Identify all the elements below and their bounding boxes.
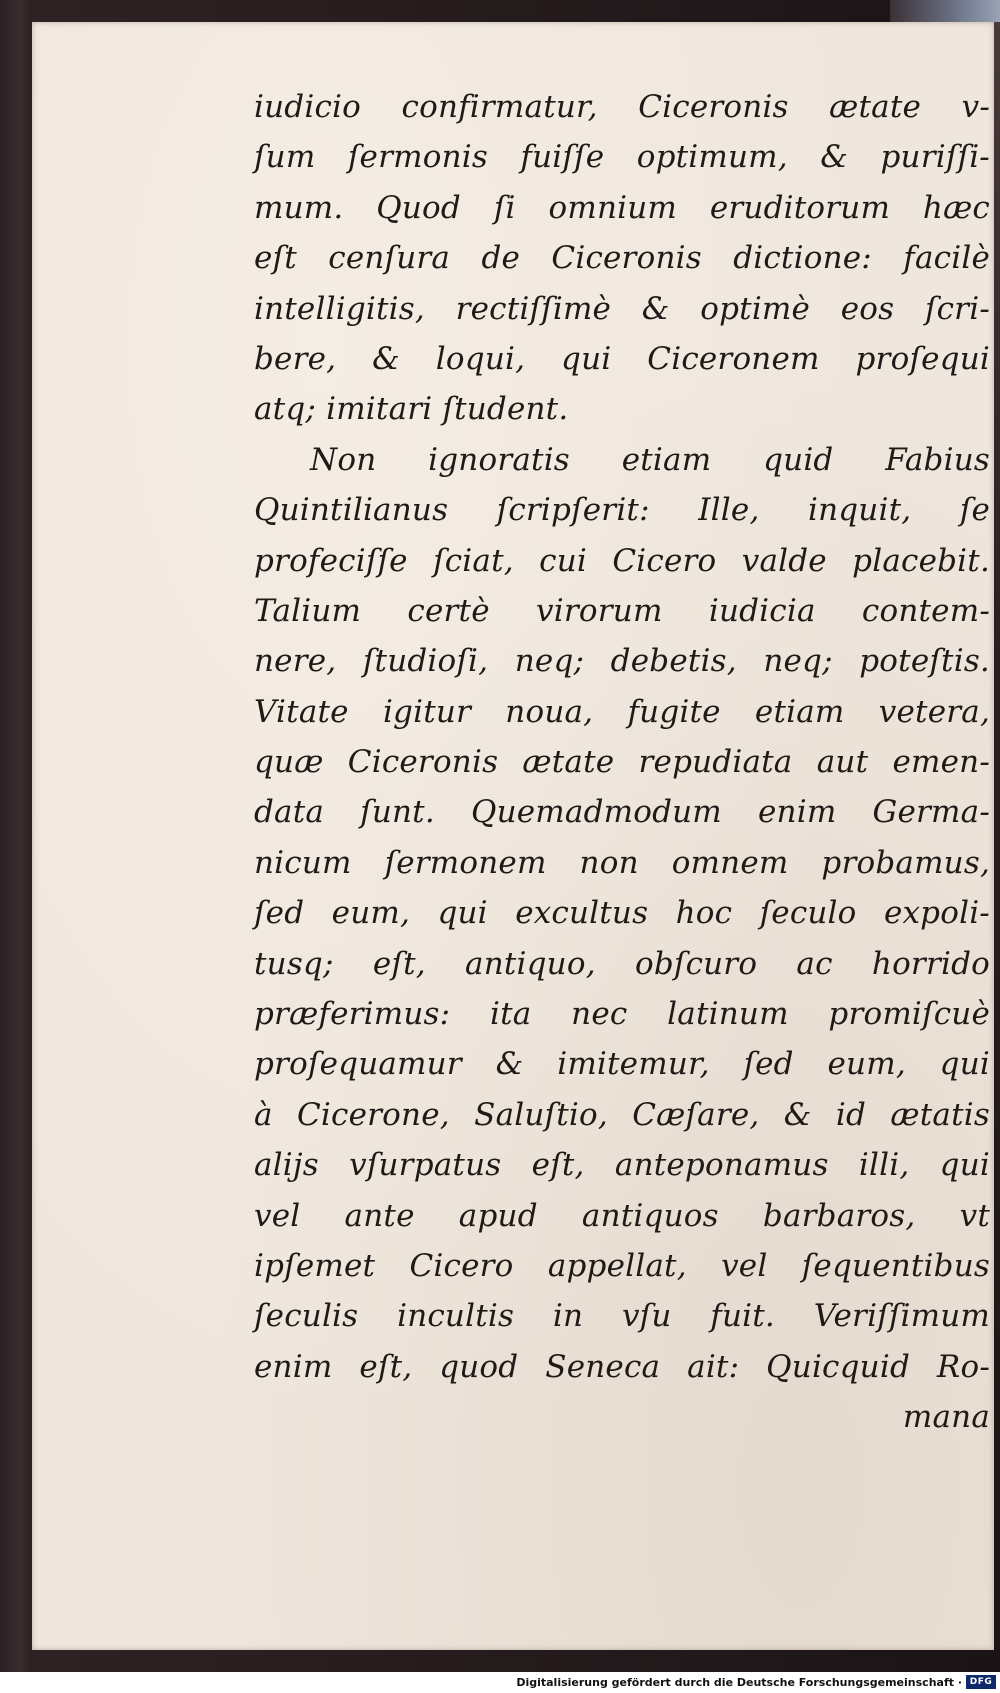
text-line: iudicio confirmatur, Ciceronis ætate v- [254,89,990,125]
digitization-footer [0,1672,1000,1693]
text-line: Non ignoratis etiam quid Fabius [310,441,990,478]
page-text-block [254,82,990,1443]
text-line: nicum ſermonem non omnem probamus, [254,844,990,881]
text-line: profeciſſe ſciat, cui Cicero valde placebit. [254,542,990,579]
text-line: atq; imitari ſtudent. [254,391,569,428]
text-line: ſum ſermonis fuiſſe optimum, & puriſſi- [254,139,990,176]
text-line: ipſemet Cicero appellat, vel ſequentibus [254,1247,990,1284]
text-line: tusq; eſt, antiquo, obſcuro ac horrido [254,945,990,982]
text-line: Vitate igitur noua, fugite etiam vetera, [254,693,990,730]
text-line: proſequamur & imitemur, ſed eum, qui [254,1046,990,1083]
text-line: Talium certè virorum iudicia contem- [254,592,990,629]
text-line: mum. Quod ſi omnium eruditorum hæc [254,189,990,226]
text-line: præferimus: ita nec latinum promiſcuè [254,996,990,1033]
text-line: intelligitis, rectiſſimè & optimè eos ſcri- [254,290,990,327]
text-line: Quintilianus ſcripſerit: Ille, inquit, ſe [254,492,990,529]
scan-corner [890,0,1000,22]
dfg-logo: DFG [966,1675,996,1689]
text-line: bere, & loqui, qui Ciceronem proſequi [254,340,990,377]
text-line: nere, ſtudioſi, neq; debetis, neq; poteſtis. [254,643,990,680]
text-line: ſed eum, qui excultus hoc ſeculo expoli- [254,895,990,932]
text-line: à Cicerone, Saluſtio, Cæſare, & id ætatis [254,1096,990,1133]
text-line: vel ante apud antiquos barbaros, vt [254,1197,990,1234]
text-line: eſt cenſura de Ciceronis dictione: facilè [254,240,990,277]
text-line: quæ Ciceronis ætate repudiata aut emen- [254,744,990,781]
catchword: mana [902,1399,990,1436]
text-line: enim eſt, quod Seneca ait: Quicquid Ro- [254,1348,990,1385]
text-line: alijs vſurpatus eſt, anteponamus illi, qui [254,1147,990,1184]
text-line: ſeculis incultis in vſu fuit. Veriſſimum [254,1298,990,1335]
text-line: data ſunt. Quemadmodum enim Germa- [254,794,990,831]
book-page [32,22,994,1650]
funding-credit: Digitalisierung gefördert durch die Deutsche Forschungsgemeinschaft · [516,1676,962,1689]
